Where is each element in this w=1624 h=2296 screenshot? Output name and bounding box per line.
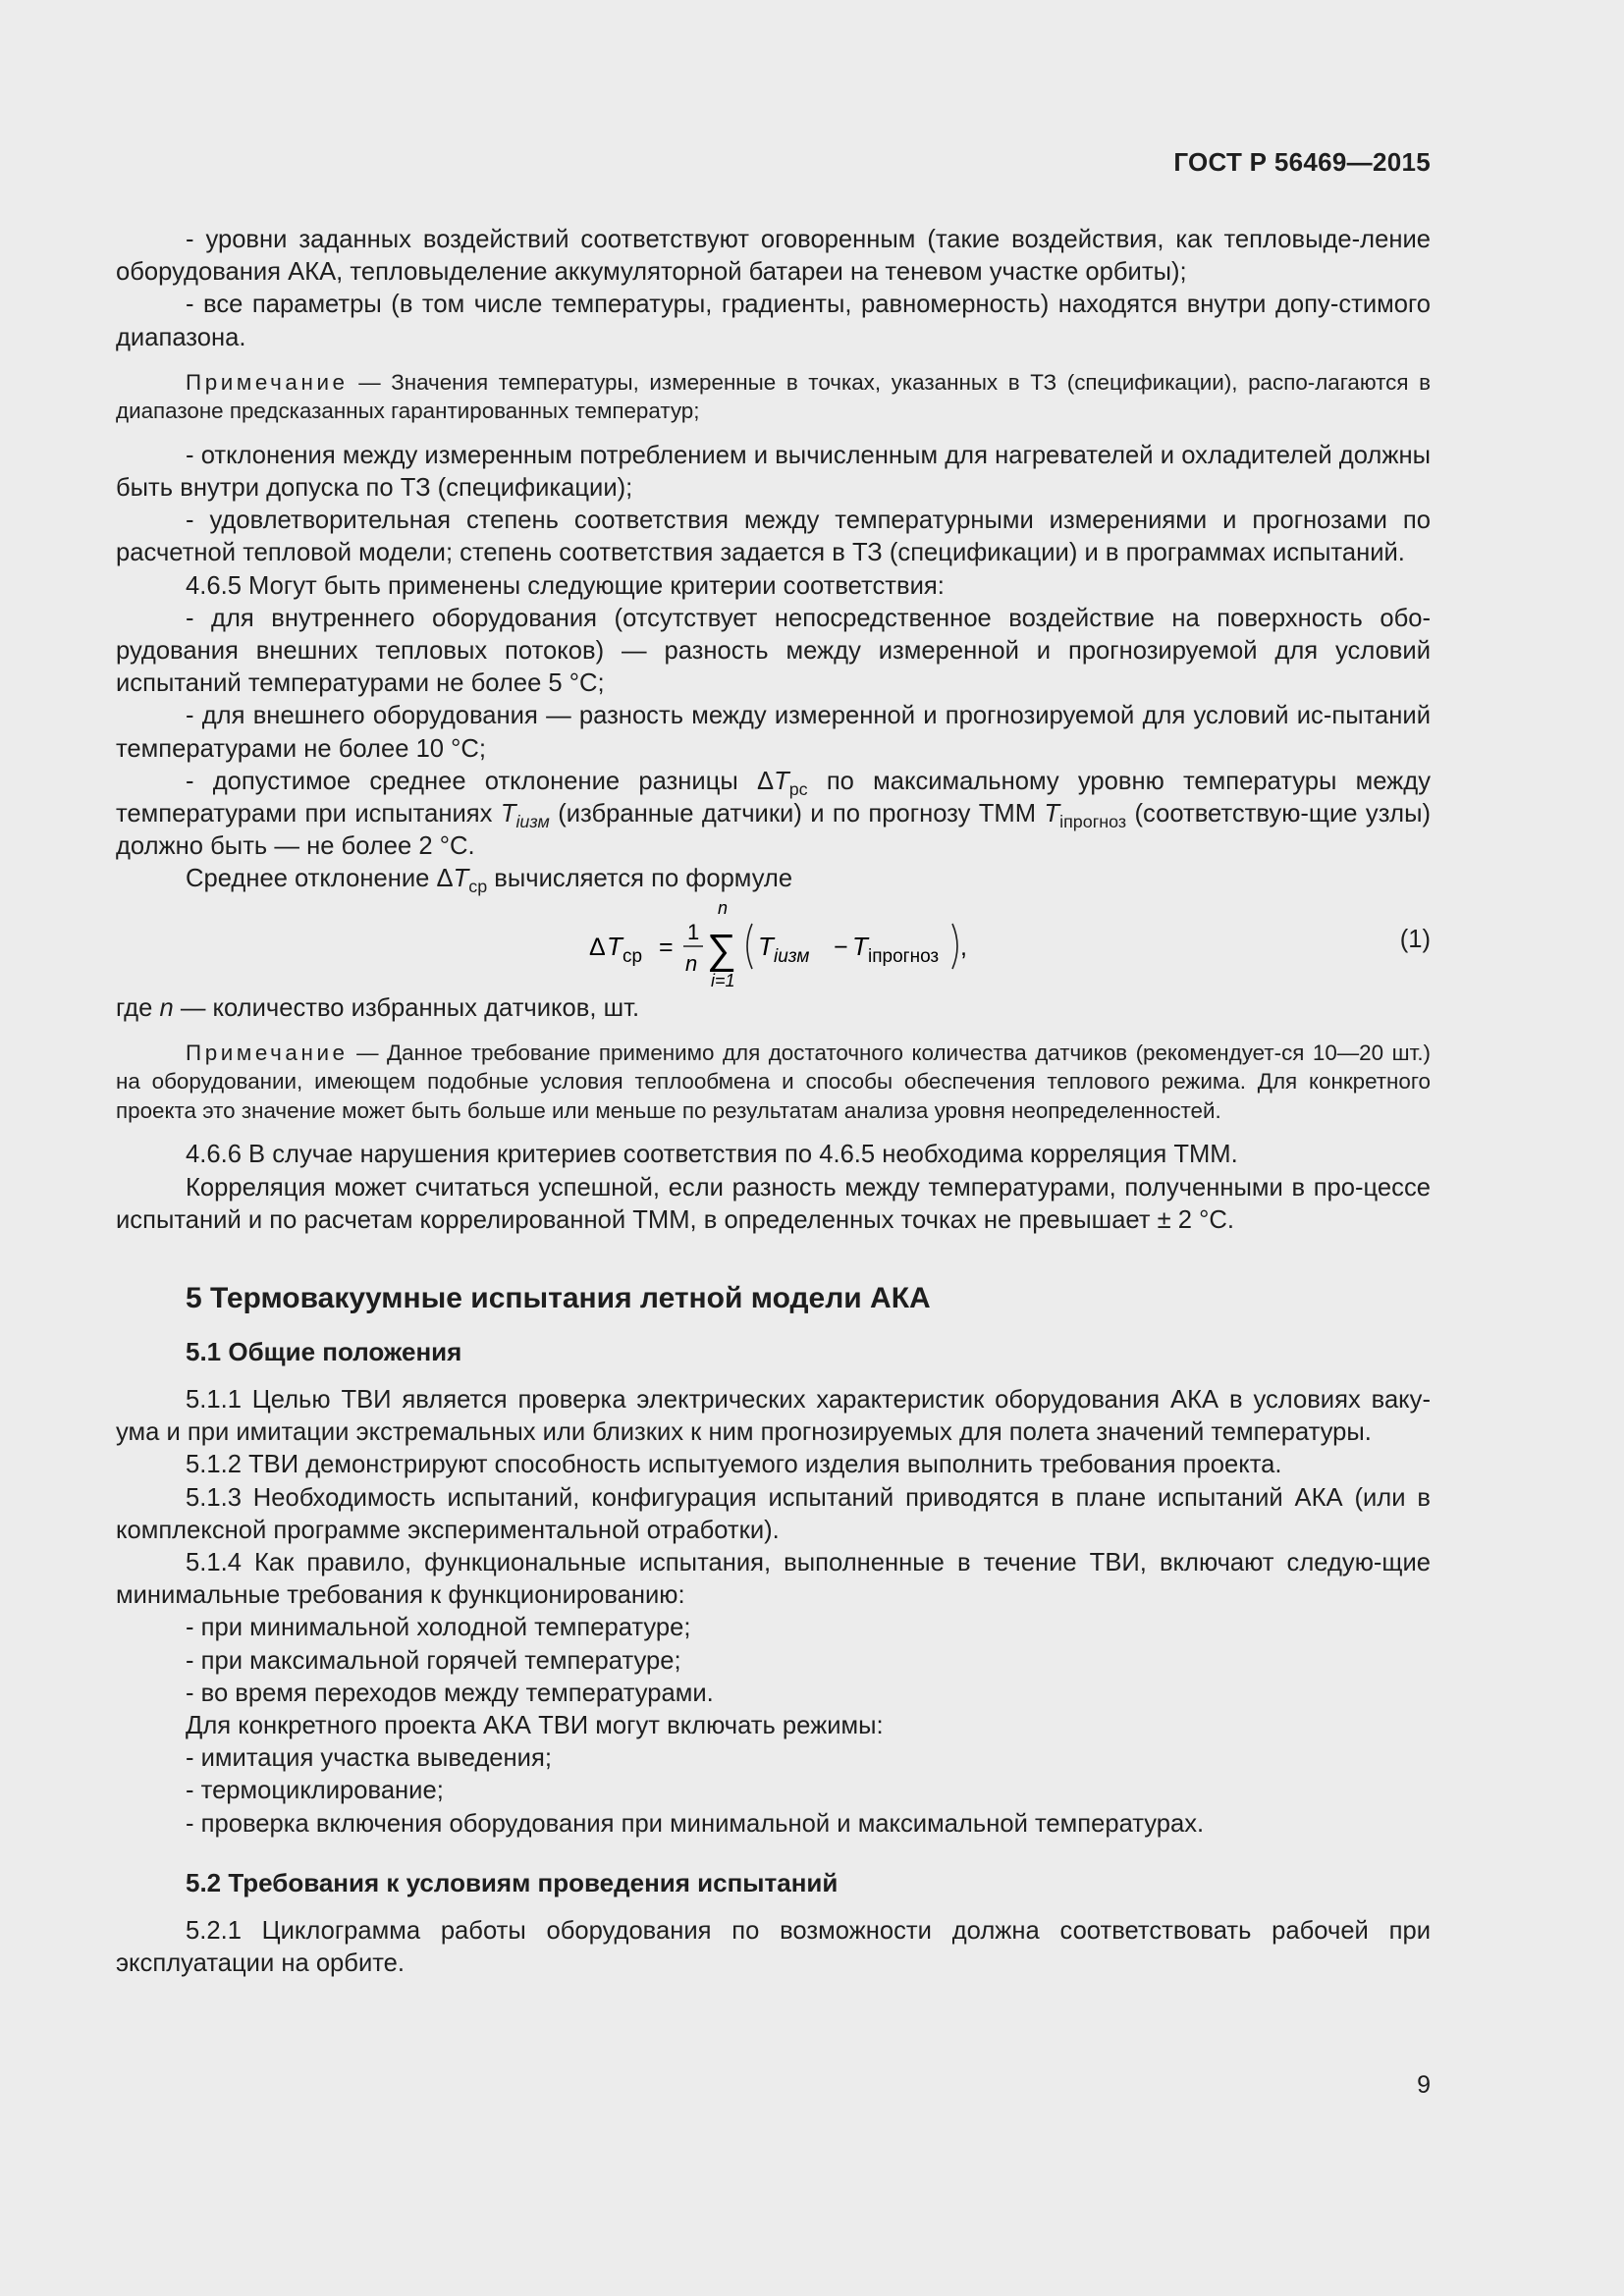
page-body [116,224,1431,1980]
note-text: Значения температуры, измеренные в точках, указанных в ТЗ (спецификации), распо-лагаются в диапазоне предсказанных гарантированных температур; [116,369,1431,424]
clause-4-6-5: 4.6.5 Могут быть применены следующие критерии соответствия: [186,571,945,600]
svg-text:iпрогноз: iпрогноз [868,945,940,967]
svg-text:T: T [758,931,774,961]
note-label: Примечание [186,369,349,395]
list-item: - во время переходов между температурами. [186,1679,714,1707]
svg-text:iизм: iизм [774,945,810,967]
list-item: - для внутреннего оборудования (отсутствует непосредственное воздействие на поверхность обо-рудования внешних тепловых потоков) — разность между измеренной и прогнозируемой для условий испытаний температурами не более 5 °С; [116,604,1431,698]
svg-text:−: − [834,933,848,961]
paragraph: Корреляция может считаться успешной, если разность между температурами, полученными в про-цессе испытаний и по расчетам коррелированной ТММ, в определенных точках не превышает ± 2 °С. [116,1173,1431,1234]
svg-text:i=1: i=1 [711,970,735,990]
list-item: - проверка включения оборудования при минимальной и максимальной температурах. [186,1809,1205,1838]
svg-text:=: = [659,933,674,961]
formula-graphic [585,900,1096,990]
subsection-5-1-heading: 5.1 Общие положения [186,1336,462,1366]
clause-5-1-1: 5.1.1 Целью ТВИ является проверка электрических характеристик оборудования АКА в условиях ваку-ума и при имитации экстремальных или близких к ним прогнозируемых для полета значений температуры. [116,1385,1431,1447]
svg-text:n: n [718,899,729,918]
svg-text:∑: ∑ [707,925,736,972]
svg-text:1: 1 [687,919,700,944]
clause-5-1-2: 5.1.2 ТВИ демонстрируют способность испытуемого изделия выполнить требования проекта. [186,1451,1282,1479]
list-item: - уровни заданных воздействий соответствуют оговоренным (такие воздействия, как тепловыде-ление оборудования АКА, тепловыделение аккумуляторной батареи на теневом участке орбиты); [116,226,1431,287]
list-item: - удовлетворительная степень соответствия между температурными измерениями и прогнозами по расчетной тепловой модели; степень соответствия задается в ТЗ (спецификации) и в программах испытаний. [116,507,1431,567]
section-5-heading: 5 Термовакуумные испытания летной модели АКА [186,1281,931,1314]
list-item: - для внешнего оборудования — разность между измеренной и прогнозируемой для условий ис-пытаний температурами не более 10 °С; [116,702,1431,763]
note-label: Примечание [186,1040,349,1065]
list-item: - имитация участка выведения; [186,1744,552,1773]
list-item: - отклонения между измеренным потреблением и вычисленным для нагревателей и охладителей должны быть внутри допуска по ТЗ (спецификации); [116,441,1431,503]
svg-text:T: T [607,931,623,961]
note-paragraph: Примечание — Данное требование применимо для достаточного количества датчиков (рекомендует-ся 10—20 шт.) на оборудовании, имеющем подобные условия теплообмена и способы обеспечения теплового режима. Для конкретного проекта это значение может быть больше или меньше по результатам анализа уровня неопределенностей. [116,1040,1431,1123]
clause-4-6-6: 4.6.6 В случае нарушения критериев соответствия по 4.6.5 необходима корреляция ТММ. [186,1141,1238,1169]
page-number: 9 [1417,2071,1431,2099]
paragraph: Для конкретного проекта АКА ТВИ могут включать режимы: [186,1712,884,1739]
svg-text:,: , [960,933,967,961]
clause-5-1-4: 5.1.4 Как правило, функциональные испытания, выполненные в течение ТВИ, включают следую-щие минимальные требования к функционированию: [116,1548,1431,1610]
formula-1 [116,900,1431,990]
formula-legend: где n — количество избранных датчиков, шт. [116,993,640,1022]
svg-text:T: T [852,931,868,961]
clause-5-1-3: 5.1.3 Необходимость испытаний, конфигурация испытаний приводятся в плане испытаний АКА (или в комплексной программе экспериментальной отработки). [116,1483,1431,1544]
note-paragraph: Примечание — Значения температуры, измеренные в точках, указанных в ТЗ (спецификации), распо-лагаются в диапазоне предсказанных гарантированных температур; [116,369,1431,424]
subsection-5-2-heading: 5.2 Требования к условиям проведения испытаний [186,1867,839,1897]
note-text: Данное требование применимо для достаточного количества датчиков (рекомендует-ся 10—20 шт.) на оборудовании, имеющем подобные условия теплообмена и способы обеспечения теплового режима. Для конкретного проекта это значение может быть больше или меньше по результатам анализа уровня неопределенностей. [116,1040,1431,1123]
formula-intro: Среднее отклонение $\Delta T_{ср}$ вычисляется по формуле [186,865,793,897]
formula-number: (1) [1399,925,1431,953]
list-item: - при минимальной холодной температуре; [186,1614,691,1642]
document-code-header: ГОСТ Р 56469—2015 [1173,147,1431,177]
svg-text:ср: ср [623,945,643,967]
list-item: - термоциклирование; [186,1777,444,1805]
svg-text:Δ: Δ [589,933,606,961]
list-item: - все параметры (в том числе температуры, градиенты, равномерность) находятся внутри допу-стимого диапазона. [116,291,1431,351]
svg-text:n: n [685,950,698,976]
list-item: - при максимальной горячей температуре; [186,1646,681,1675]
list-item: - допустимое среднее отклонение разницы $\Delta T_{рс}$ по максимальному уровню температуры между температурами при испытаниях $T_{iизм}$ (избранные датчики) и по прогнозу ТММ $T_{iпрогноз}$ (соответствую-щие узлы) должно быть — не более 2 °С. [116,767,1431,861]
clause-5-2-1: 5.2.1 Циклограмма работы оборудования по возможности должна соответствовать рабочей при эксплуатации на орбите. [116,1916,1431,1978]
